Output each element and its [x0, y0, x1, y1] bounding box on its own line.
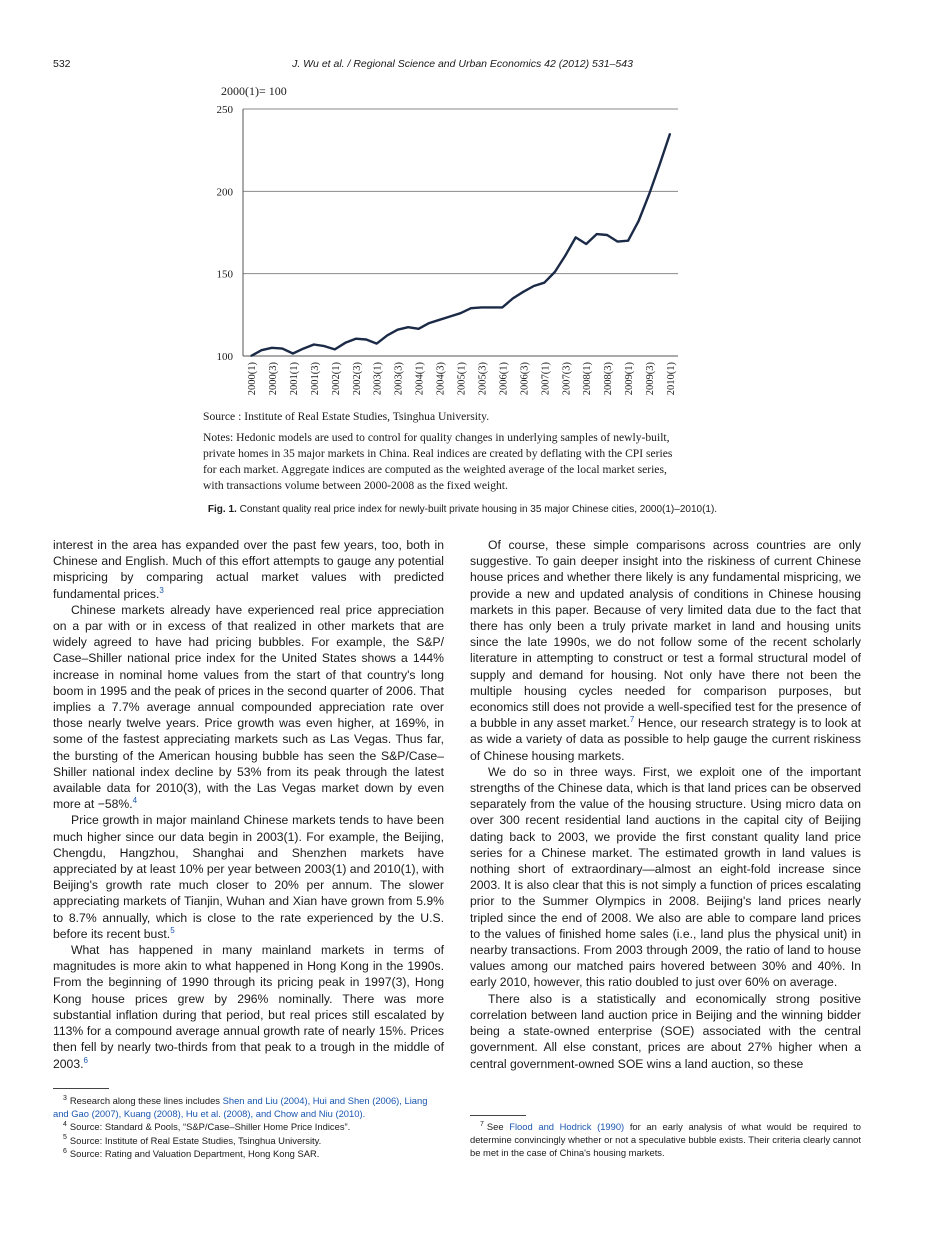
data-point: [250, 355, 252, 357]
x-tick-label: 2003(3): [393, 362, 405, 396]
paragraph-text: What has happened in many mainland markets in terms of magnitudes is more akin to what happened in Hong Kong in the 1990s. From the beginning of 1990 through its pricing peak in 1997(3), Hong Kong house prices grew by 296% nominally. There was more substantial inflation during that period, but real prices still escalated by 113% for a compound average annual growth rate of nearly 15%. Prices then fell by nearly two-thirds from that peak to a trough in the middle of 2003.: [53, 943, 444, 1071]
x-tick-label: 2004(3): [435, 362, 447, 396]
x-tick-label: 2007(3): [561, 362, 573, 396]
data-point: [481, 307, 483, 309]
figure-notes-line: for each market. Aggregate indices are computed as the weighted average of the local market series,: [203, 463, 667, 476]
y-tick-label: 150: [216, 268, 233, 281]
data-point: [606, 234, 608, 236]
data-point: [386, 335, 388, 337]
paragraph: [53, 942, 444, 1072]
x-tick-label: 2010(1): [666, 362, 677, 396]
x-tick-label: 2009(1): [624, 362, 636, 396]
data-point: [544, 282, 546, 284]
footnote-ref[interactable]: 5: [170, 925, 175, 935]
data-point: [439, 319, 441, 321]
data-point: [627, 240, 629, 242]
footnote-text: Source: Standard & Pools, “S&P/Case–Shiller Home Price Indices”.: [69, 1121, 351, 1133]
y-tick-label: 250: [216, 104, 233, 116]
paragraph-text: Chinese markets already have experienced real price appreciation on a par with or in excess of that realized in other markets that are widely agreed to have had pricing bubbles. For example, the S&P/ Case–Shiller national price index for the United States shows a 144% increase in nominal home values from the start of that country's long boom in 1995 and the peak of prices in the second quarter of 2006. That implies a 7.7% average annual compounded appreciation rate over those nearly twelve years. Price growth was even higher, at 169%, in some of the fastest appreciating markets such as Las Vegas. Thus far, the bursting of the American housing bubble has seen the S&P/Case–Shiller national index decline by 53% from its peak through the latest available data for 2010(3), with the Las Vegas market down by even more at −58%.: [53, 602, 444, 812]
footnote-text: for an early analysis of what would be required to determine convincingly whether or not a speculative bubble exists. Their criteria clearly cannot be met in the case of China's housing markets.: [470, 1121, 861, 1159]
footnote-ref[interactable]: 6: [83, 1055, 88, 1065]
footnote-number: 5: [63, 1134, 67, 1142]
data-point: [648, 194, 650, 196]
x-tick-label: 2001(3): [309, 362, 321, 396]
footnote-text: Source: Rating and Valuation Department, Hong Kong SAR.: [69, 1147, 320, 1159]
x-tick-label: 2002(1): [330, 362, 342, 396]
footnote-rule: [470, 1115, 526, 1116]
footnote: [53, 1120, 444, 1133]
left-column: [53, 537, 444, 1072]
data-point: [397, 329, 399, 331]
x-tick-label: 2004(1): [414, 362, 426, 396]
footnote: [53, 1147, 444, 1160]
right-column: [470, 537, 861, 1072]
data-point: [554, 271, 556, 273]
x-tick-label: 2001(1): [288, 362, 300, 396]
footnote-text: See: [486, 1121, 510, 1132]
figure-caption-text: Constant quality real price index for newly-built private housing in 35 major Chinese cities, 2000(1)–2010(1).: [239, 504, 718, 515]
x-tick-label: 2008(1): [582, 362, 594, 396]
running-head: J. Wu et al. / Regional Science and Urban Economics 42 (2012) 531–543: [292, 58, 633, 70]
figure-notes-line: with transactions volume between 2000-2008 as the fixed weight.: [203, 479, 508, 492]
data-point: [512, 298, 514, 300]
footnote-number: 3: [63, 1094, 67, 1102]
data-point: [418, 328, 420, 330]
data-point: [460, 312, 462, 314]
footnote: [53, 1134, 444, 1147]
citation-link[interactable]: Flood and Hodrick (1990): [509, 1121, 625, 1132]
figure-notes-line: Notes: Hedonic models are used to control for quality changes in underlying samples of newly-built,: [203, 431, 670, 444]
y-tick-label: 200: [216, 186, 233, 199]
data-point: [596, 233, 598, 235]
paragraph-text: Price growth in major mainland Chinese markets tends to have been much higher since our data begin in 2003(1). For example, the Beijing, Chengdu, Hangzhou, Shanghai and Shenzhen markets have appreciated by at least 10% per year between 2003(1) and 2010(1), with Beijing's growth rate much closer to 20% per annum. The slower appreciating markets of Tianjin, Wuhan and Xian have grown from 5.9% to 8.7% annually, which is close to the rate experienced by the U.S. before its recent bust.: [53, 813, 444, 941]
page-number: 532: [53, 58, 71, 70]
data-point: [617, 241, 619, 243]
citation-link[interactable]: Shen and Liu (2004), Hui and Shen (2006), Liang and Gao (2007), Kuang (2008), Hu et al. (2008), and Chow and Niu (2010).: [53, 1095, 428, 1120]
data-point: [575, 237, 577, 239]
x-tick-label: 2000(1): [247, 362, 258, 396]
index-label: 2000(1)= 100: [221, 84, 287, 98]
figure-notes: [203, 430, 723, 494]
data-point: [638, 220, 640, 222]
footnotes-right: [470, 1120, 861, 1160]
footnote: [53, 1094, 444, 1120]
figure-caption-label: Fig. 1.: [207, 504, 237, 515]
figure-notes-line: private homes in 35 major markets in China. Real indices are created by deflating with the CPI series: [203, 447, 673, 460]
data-point: [449, 316, 451, 318]
data-point: [533, 285, 535, 287]
paragraph-text: Hence, our research strategy is to look at as wide a variety of data as possible to help gauge the current riskiness of Chinese housing markets.: [470, 716, 861, 763]
x-tick-label: 2000(3): [267, 362, 279, 396]
x-tick-label: 2007(1): [540, 362, 552, 396]
footnote-number: 7: [480, 1120, 484, 1128]
data-point: [564, 255, 566, 257]
footnote-ref[interactable]: 3: [159, 585, 164, 595]
footnote-text: Research along these lines includes: [69, 1095, 223, 1106]
series-line: [251, 134, 670, 356]
data-point: [261, 349, 263, 351]
paragraph: [53, 602, 444, 813]
data-point: [523, 291, 525, 293]
footnote-ref[interactable]: 7: [629, 715, 635, 725]
data-point: [585, 243, 587, 245]
data-point: [271, 347, 273, 349]
data-point: [376, 343, 378, 345]
x-tick-label: 2006(1): [498, 362, 510, 396]
x-tick-label: 2008(3): [603, 362, 615, 396]
footnote-number: 4: [63, 1121, 67, 1129]
footnote-text: Source: Institute of Real Estate Studies, Tsinghua University.: [69, 1134, 322, 1146]
x-tick-label: 2006(3): [519, 362, 531, 396]
x-tick-label: 2002(3): [351, 362, 363, 396]
x-tick-label: 2003(1): [372, 362, 384, 396]
data-point: [313, 344, 315, 346]
data-point: [292, 353, 294, 355]
footnote-rule: [53, 1088, 109, 1089]
data-point: [303, 348, 305, 350]
y-tick-label: 100: [216, 351, 233, 363]
paragraph: We do so in three ways. First, we exploit one of the important strengths of the Chinese data, which is that land prices can be observed separately from the value of the housing structure. Using micro data on over 300 recent residential land auctions in the capital city of Beijing dating back to 2003, we provide the first constant quality land price series for a Chinese market. The estimated growth in land values is nothing short of extraordinary—almost an eight-fold increase since 2003. It is also clear that this is not simply a function of prices escalating prior to the Summer Olympics in 2008. Beijing's land prices nearly tripled since the end of 2008. We also are able to compare land prices to the values of finished home sales (i.e., land plus the physical unit) in nearby transactions. From 2003 through 2009, the ratio of land to house values among our matched pairs hovered between 30% and 40%. In early 2010, however, this ratio doubled to just over 60% on average.: [470, 764, 861, 990]
footnote-number: 6: [63, 1147, 67, 1155]
figure-1: [0, 0, 925, 520]
data-point: [470, 307, 472, 309]
data-point: [669, 133, 671, 135]
paragraph: [470, 537, 861, 764]
footnote-ref[interactable]: 4: [132, 796, 138, 806]
paragraph-text: interest in the area has expanded over the past few years, too, both in Chinese and English. Much of this effort attempts to gauge any potential mispricing by comparing actual market values with predicted fundamental prices.: [53, 538, 444, 601]
data-point: [365, 339, 367, 341]
data-point: [502, 307, 504, 309]
data-point: [491, 307, 493, 309]
paragraph: There also is a statistically and economically strong positive correlation between land auction price in Beijing and the winning bidder being a state-owned enterprise (SOE) associated with the central government. All else constant, prices are about 27% higher when a central government-owned SOE wins a land auction, so these: [470, 991, 861, 1071]
paragraph: [53, 812, 444, 942]
figure-caption: [0, 504, 925, 515]
footnote: [470, 1120, 861, 1160]
data-point: [659, 164, 661, 166]
data-point: [344, 342, 346, 344]
x-tick-label: 2009(3): [645, 362, 657, 396]
data-point: [355, 338, 357, 340]
price-index-chart: [0, 0, 925, 410]
footnotes-left: [53, 1094, 444, 1160]
data-point: [324, 345, 326, 347]
data-point: [334, 349, 336, 351]
figure-source: Source : Institute of Real Estate Studies, Tsinghua University.: [203, 410, 490, 423]
x-tick-label: 2005(3): [477, 362, 489, 396]
paragraph: [53, 537, 444, 602]
paragraph-text: Of course, these simple comparisons across countries are only suggestive. To gain deeper insight into the riskiness of current Chinese house prices and whether there likely is any fundamental mispricing, we provide a new and updated analysis of conditions in Chinese housing markets in this paper. Because of very limited data due to the fact that there has only been a truly private market in land and housing units since the late 1990s, we do not follow some of the recent scholarly literature in attempting to construct or test a formal structural model of supply and demand for housing. Not only have there not been the multiple housing cycles needed for comparison purposes, but economics still does not provide a well-specified test for the presence of a bubble in any asset market.: [470, 538, 861, 731]
data-point: [282, 348, 284, 350]
data-point: [428, 322, 430, 324]
x-tick-label: 2005(1): [456, 362, 468, 396]
data-point: [407, 326, 409, 328]
